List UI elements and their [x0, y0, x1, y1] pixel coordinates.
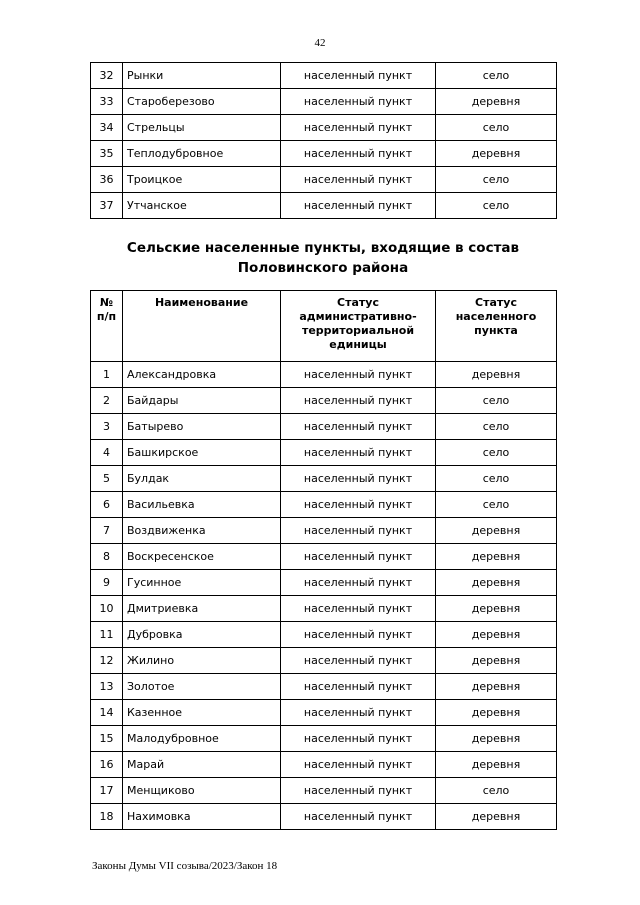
settlement-type: деревня: [436, 570, 557, 596]
settlement-type: деревня: [436, 622, 557, 648]
settlement-type: деревня: [436, 752, 557, 778]
footer-reference: Законы Думы VII созыва/2023/Закон 18: [92, 860, 278, 872]
settlement-type: деревня: [436, 804, 557, 830]
settlement-name: Нахимовка: [123, 804, 281, 830]
admin-status: населенный пункт: [281, 89, 436, 115]
header-number-line2: п/п: [96, 310, 117, 323]
settlement-name: Троицкое: [123, 167, 281, 193]
table-header-row: [91, 291, 557, 362]
table-row: [91, 362, 557, 388]
admin-status: населенный пункт: [281, 596, 436, 622]
row-number: 6: [91, 492, 123, 518]
settlement-name: Стрельцы: [123, 115, 281, 141]
row-number: 1: [91, 362, 123, 388]
row-number: 35: [91, 141, 123, 167]
settlement-type: деревня: [436, 141, 557, 167]
admin-status: населенный пункт: [281, 752, 436, 778]
table-row: [91, 63, 557, 89]
table-row: [91, 622, 557, 648]
settlement-name: Батырево: [123, 414, 281, 440]
table-row: [91, 648, 557, 674]
table-row: [91, 726, 557, 752]
admin-status: населенный пункт: [281, 518, 436, 544]
table-row: [91, 115, 557, 141]
section-title: [90, 238, 556, 278]
settlement-type: село: [436, 167, 557, 193]
polovinsky-settlements-table: [90, 290, 557, 830]
header-name: [123, 291, 281, 362]
row-number: 10: [91, 596, 123, 622]
settlement-name: Марай: [123, 752, 281, 778]
header-admin-status-line4: единицы: [329, 338, 387, 351]
settlement-name: Казенное: [123, 700, 281, 726]
row-number: 13: [91, 674, 123, 700]
header-settlement-status-line1: Статус: [475, 296, 517, 309]
settlement-name: Рынки: [123, 63, 281, 89]
row-number: 34: [91, 115, 123, 141]
header-admin-status: [281, 291, 436, 362]
settlement-name: Гусинное: [123, 570, 281, 596]
settlement-type: село: [436, 115, 557, 141]
row-number: 4: [91, 440, 123, 466]
table-row: [91, 570, 557, 596]
table-row: [91, 674, 557, 700]
settlement-type: деревня: [436, 362, 557, 388]
table-row: [91, 388, 557, 414]
settlement-name: Дубровка: [123, 622, 281, 648]
settlement-name: Башкирское: [123, 440, 281, 466]
table-row: [91, 141, 557, 167]
settlement-type: село: [436, 414, 557, 440]
row-number: 12: [91, 648, 123, 674]
table-row: [91, 804, 557, 830]
row-number: 33: [91, 89, 123, 115]
admin-status: населенный пункт: [281, 544, 436, 570]
header-admin-status-line2: административно-: [299, 310, 417, 323]
table-row: [91, 414, 557, 440]
table-row: [91, 466, 557, 492]
settlement-name: Менщиково: [123, 778, 281, 804]
admin-status: населенный пункт: [281, 700, 436, 726]
settlement-name: Васильевка: [123, 492, 281, 518]
table-row: [91, 89, 557, 115]
header-settlement-status-line3: пункта: [474, 324, 518, 337]
table-row: [91, 596, 557, 622]
settlement-type: село: [436, 492, 557, 518]
settlement-type: деревня: [436, 596, 557, 622]
table-row: [91, 492, 557, 518]
admin-status: населенный пункт: [281, 648, 436, 674]
settlement-name: Утчанское: [123, 193, 281, 219]
settlement-type: деревня: [436, 726, 557, 752]
row-number: 17: [91, 778, 123, 804]
settlement-name: Воскресенское: [123, 544, 281, 570]
row-number: 7: [91, 518, 123, 544]
row-number: 36: [91, 167, 123, 193]
table-row: [91, 167, 557, 193]
row-number: 32: [91, 63, 123, 89]
admin-status: населенный пункт: [281, 440, 436, 466]
continued-settlements-table: [90, 62, 557, 219]
settlement-name: Александровка: [123, 362, 281, 388]
header-admin-status-line3: территориальной: [301, 324, 415, 337]
settlement-type: деревня: [436, 518, 557, 544]
settlement-name: Староберезово: [123, 89, 281, 115]
settlement-type: деревня: [436, 700, 557, 726]
admin-status: населенный пункт: [281, 778, 436, 804]
admin-status: населенный пункт: [281, 167, 436, 193]
settlement-name: Малодубровное: [123, 726, 281, 752]
admin-status: населенный пункт: [281, 804, 436, 830]
section-title-line2: Половинского района: [237, 260, 409, 276]
settlement-name: Булдак: [123, 466, 281, 492]
header-number: [91, 291, 123, 362]
settlement-type: село: [436, 466, 557, 492]
settlement-type: село: [436, 778, 557, 804]
admin-status: населенный пункт: [281, 193, 436, 219]
header-number-line1: №: [99, 296, 114, 309]
settlement-name: Теплодубровное: [123, 141, 281, 167]
row-number: 9: [91, 570, 123, 596]
row-number: 16: [91, 752, 123, 778]
continued-table-body: [91, 63, 557, 219]
settlement-type: деревня: [436, 674, 557, 700]
row-number: 37: [91, 193, 123, 219]
settlement-type: село: [436, 388, 557, 414]
table-row: [91, 752, 557, 778]
settlement-name: Жилино: [123, 648, 281, 674]
row-number: 11: [91, 622, 123, 648]
table-row: [91, 700, 557, 726]
table-row: [91, 778, 557, 804]
settlement-type: село: [436, 63, 557, 89]
settlement-type: деревня: [436, 89, 557, 115]
settlement-type: деревня: [436, 544, 557, 570]
admin-status: населенный пункт: [281, 115, 436, 141]
settlement-name: Воздвиженка: [123, 518, 281, 544]
settlement-name: Дмитриевка: [123, 596, 281, 622]
admin-status: населенный пункт: [281, 388, 436, 414]
settlement-type: село: [436, 193, 557, 219]
row-number: 5: [91, 466, 123, 492]
admin-status: населенный пункт: [281, 414, 436, 440]
settlement-name: Золотое: [123, 674, 281, 700]
header-settlement-status: [436, 291, 557, 362]
admin-status: населенный пункт: [281, 141, 436, 167]
admin-status: населенный пункт: [281, 492, 436, 518]
admin-status: населенный пункт: [281, 622, 436, 648]
page-number: 42: [314, 37, 326, 49]
row-number: 15: [91, 726, 123, 752]
admin-status: населенный пункт: [281, 674, 436, 700]
settlement-type: деревня: [436, 648, 557, 674]
row-number: 18: [91, 804, 123, 830]
table-row: [91, 440, 557, 466]
settlement-name: Байдары: [123, 388, 281, 414]
row-number: 14: [91, 700, 123, 726]
table-row: [91, 193, 557, 219]
header-name-text: Наименование: [154, 296, 249, 309]
admin-status: населенный пункт: [281, 63, 436, 89]
row-number: 8: [91, 544, 123, 570]
row-number: 2: [91, 388, 123, 414]
table-row: [91, 518, 557, 544]
settlement-type: село: [436, 440, 557, 466]
header-settlement-status-line2: населенного: [455, 310, 537, 323]
admin-status: населенный пункт: [281, 362, 436, 388]
admin-status: населенный пункт: [281, 570, 436, 596]
admin-status: населенный пункт: [281, 466, 436, 492]
header-admin-status-line1: Статус: [337, 296, 379, 309]
main-table-body: [91, 362, 557, 830]
admin-status: населенный пункт: [281, 726, 436, 752]
table-row: [91, 544, 557, 570]
row-number: 3: [91, 414, 123, 440]
section-title-line1: Сельские населенные пункты, входящие в состав: [126, 240, 520, 256]
